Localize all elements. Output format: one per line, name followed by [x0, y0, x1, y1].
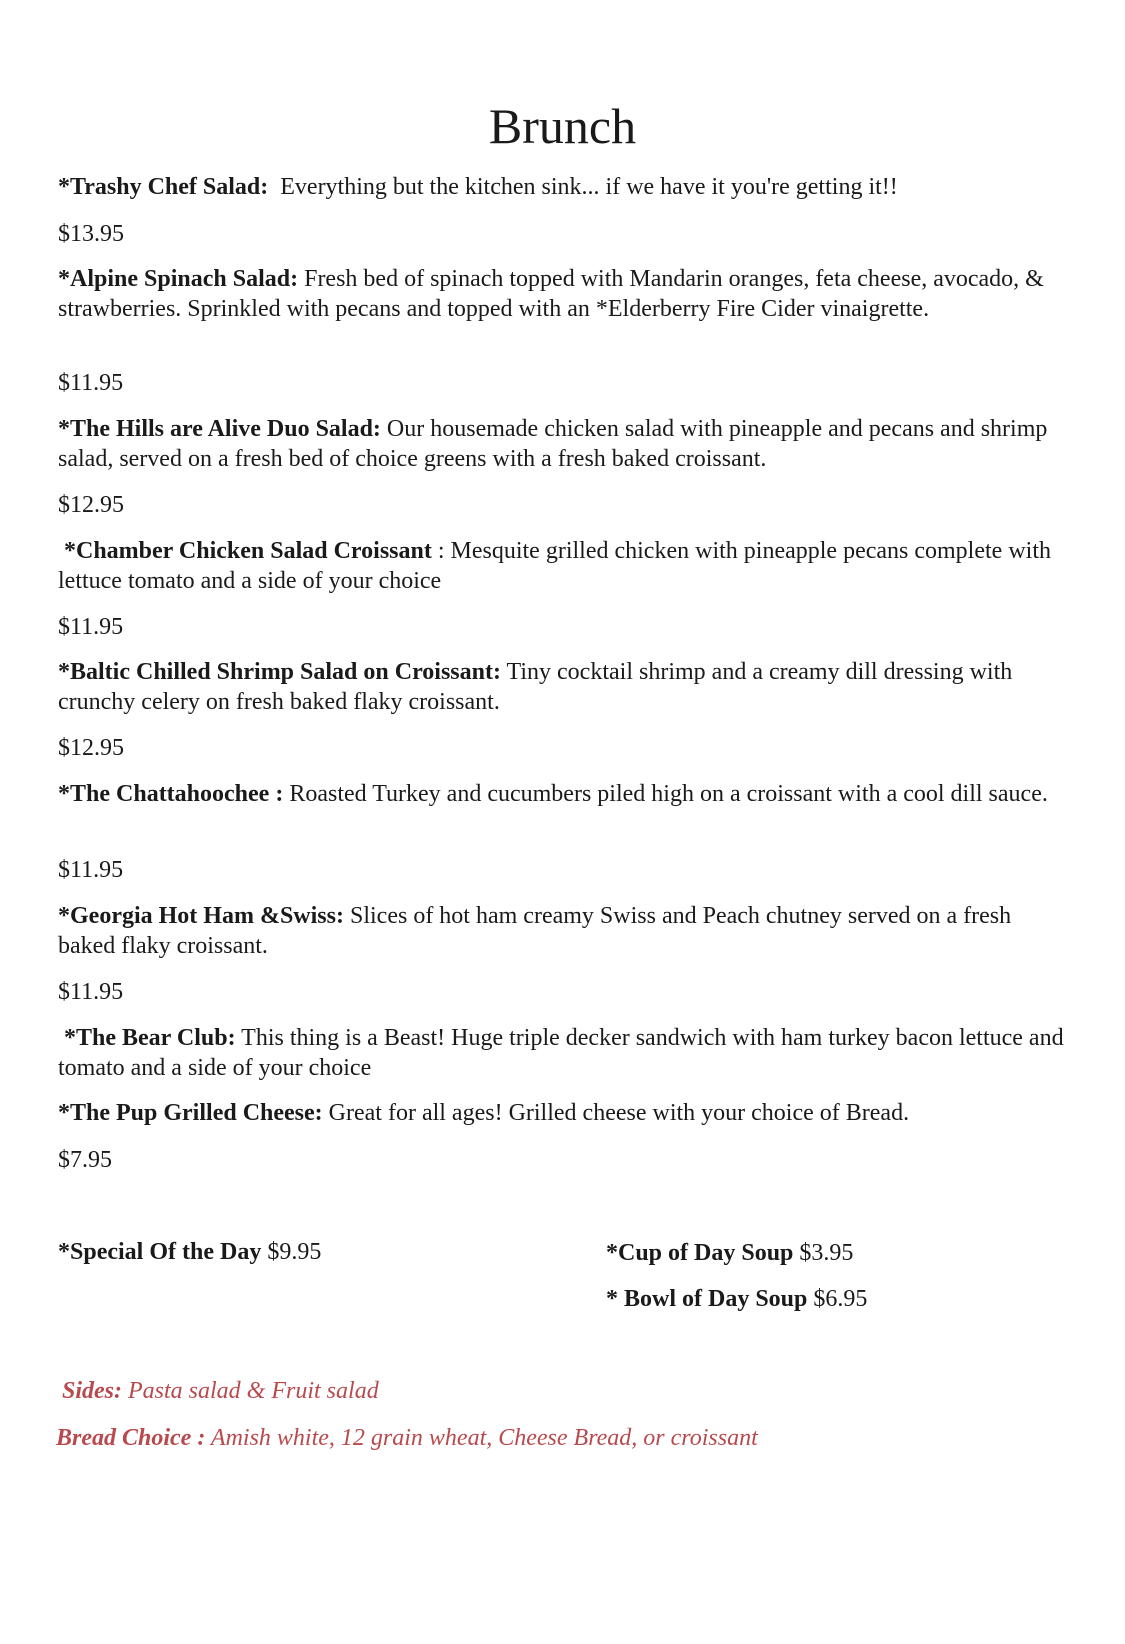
item-price: $11.95 — [58, 614, 124, 640]
item-price: $7.95 — [58, 1147, 112, 1173]
menu-item-the-bear-club — [58, 1023, 1068, 1083]
item-name: *The Hills are Alive Duo Salad: — [58, 416, 381, 442]
menu-item-hills-are-alive-duo-salad — [58, 414, 1068, 474]
item-description: Great for all ages! Grilled cheese with your choice of Bread. — [328, 1100, 910, 1126]
extra-name: *Cup of Day Soup — [606, 1240, 794, 1266]
sides-text: Pasta salad & Fruit salad — [128, 1378, 379, 1404]
item-price: $11.95 — [58, 979, 124, 1005]
item-price: $12.95 — [58, 492, 124, 518]
item-name: *The Chattahoochee : — [58, 781, 284, 807]
item-name: *Chamber Chicken Salad Croissant — [64, 538, 432, 564]
bread-choice-note — [56, 1423, 758, 1453]
item-name: *The Bear Club: — [64, 1025, 236, 1051]
special-of-the-day — [58, 1237, 321, 1267]
menu-item-the-chattahoochee — [58, 779, 1068, 809]
extra-price: $6.95 — [813, 1286, 868, 1312]
menu-item-the-pup-grilled-cheese — [58, 1098, 1068, 1128]
bread-text: Amish white, 12 grain wheat, Cheese Bread, or croissant — [210, 1425, 758, 1451]
item-description: Everything but the kitchen sink... if we have it you're getting it!! — [280, 174, 898, 200]
item-price: $13.95 — [58, 221, 124, 247]
item-price: $11.95 — [58, 857, 124, 883]
menu-item-trashy-chef-salad — [58, 172, 1068, 202]
item-price: $12.95 — [58, 735, 124, 761]
item-name: *Alpine Spinach Salad: — [58, 266, 299, 292]
extra-name: * Bowl of Day Soup — [606, 1286, 808, 1312]
item-description: Tiny cocktail shrimp and a creamy dill dressing with crunchy celery on fresh baked flaky croissant. — [58, 659, 1013, 715]
item-name: *The Pup Grilled Cheese: — [58, 1100, 323, 1126]
item-name: *Trashy Chef Salad: — [58, 174, 269, 200]
item-name: *Georgia Hot Ham &Swiss: — [58, 903, 344, 929]
cup-of-day-soup — [606, 1238, 853, 1268]
item-description: Fresh bed of spinach topped with Mandarin oranges, feta cheese, avocado, & strawberries. Sprinkled with pecans and topped with an *Elderberry Fire Cider vinaigrette. — [58, 266, 1044, 322]
menu-item-chamber-chicken-salad-croissant — [58, 536, 1068, 596]
page-title: Brunch — [488, 98, 637, 154]
menu-item-alpine-spinach-salad — [58, 264, 1068, 324]
menu-item-georgia-hot-ham-swiss — [58, 901, 1068, 961]
item-description: Our housemade chicken salad with pineapple and pecans and shrimp salad, served on a fresh bed of choice greens with a fresh baked croissant. — [58, 416, 1048, 472]
sides-note — [62, 1376, 379, 1406]
item-price: $11.95 — [58, 370, 124, 396]
item-description: This thing is a Beast! Huge triple decker sandwich with ham turkey bacon lettuce and tomato and a side of your choice — [58, 1025, 1064, 1081]
menu-item-baltic-chilled-shrimp-salad — [58, 657, 1068, 717]
sides-label: Sides: — [62, 1378, 122, 1404]
item-description: Roasted Turkey and cucumbers piled high on a croissant with a cool dill sauce. — [289, 781, 1048, 807]
item-description: Slices of hot ham creamy Swiss and Peach chutney served on a fresh baked flaky croissant. — [58, 903, 1012, 959]
extra-price: $3.95 — [799, 1240, 854, 1266]
bread-label: Bread Choice : — [56, 1425, 206, 1451]
bowl-of-day-soup — [606, 1284, 867, 1314]
extra-price: $9.95 — [267, 1239, 322, 1265]
extra-name: *Special Of the Day — [58, 1239, 262, 1265]
item-name: *Baltic Chilled Shrimp Salad on Croissant: — [58, 659, 501, 685]
item-description: : Mesquite grilled chicken with pineapple pecans complete with lettuce tomato and a side of your choice — [58, 538, 1051, 594]
